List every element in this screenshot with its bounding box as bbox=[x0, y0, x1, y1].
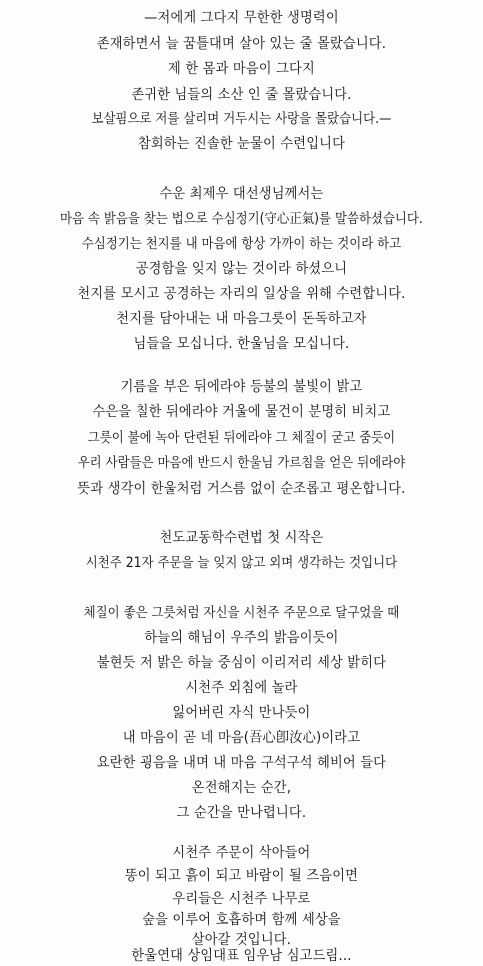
text-line: 숲을 이루어 호흡하며 함께 세상을 bbox=[142, 912, 341, 928]
text-line: 수심정기는 천지를 내 마음에 항상 가까이 하는 것이라 하고 bbox=[81, 236, 402, 252]
text-line: 마음 속 밝음을 찾는 법으로 수심정기(守心正氣)를 말씀하셨습니다. bbox=[60, 211, 423, 227]
signature-line: 한울연대 상임대표 임우남 심고드림... bbox=[131, 948, 352, 964]
text-line: 체질이 좋은 그릇처럼 자신을 시천주 주문으로 달구었을 때 bbox=[83, 605, 400, 621]
text-line: 시천주 외침에 놀라 bbox=[185, 680, 298, 696]
text-line: 님들을 모십니다. 한울님을 모십니다. bbox=[133, 336, 350, 352]
text-line: 내 마음이 곧 네 마음(吾心卽汝心)이라고 bbox=[122, 730, 361, 746]
text-line: 똥이 되고 흙이 되고 바람이 될 즈음이면 bbox=[124, 868, 359, 884]
text-line: 그릇이 불에 녹아 단련된 뒤에라야 그 체질이 굳고 줌듯이 bbox=[87, 430, 396, 446]
text-line: 보살핌으로 저를 살리며 거두시는 사랑을 몰랐습니다.— bbox=[91, 111, 392, 127]
text-line: 그 순간을 만나렵니다. bbox=[176, 805, 307, 821]
text-line: 공경함을 잊지 않는 것이라 하셨으니 bbox=[135, 261, 348, 277]
text-line: 존재하면서 늘 꿈틀대며 살아 있는 줄 몰랐습니다. bbox=[96, 36, 387, 52]
text-line: 시천주 21자 주문을 늘 잊지 않고 외며 생각하는 것입니다 bbox=[85, 555, 398, 571]
text-line: 뜻과 생각이 한울처럼 거스름 없이 순조롭고 평온합니다. bbox=[77, 481, 406, 497]
text-line: 천지를 담아내는 내 마음그릇이 돈독하고자 bbox=[116, 311, 367, 327]
text-line: 온전해지는 순간, bbox=[191, 780, 292, 796]
text-line: 잃어버린 자식 만나듯이 bbox=[172, 705, 311, 721]
text-line: 천지를 모시고 공경하는 자리의 일상을 위해 수련합니다. bbox=[77, 286, 406, 302]
text-line: 수은을 칠한 뒤에라야 거울에 물건이 분명히 비치고 bbox=[92, 404, 391, 420]
text-line: 존귀한 님들의 소산 인 줄 몰랐습니다. bbox=[131, 87, 352, 103]
text-line: 기름을 부은 뒤에라야 등불의 불빛이 밝고 bbox=[120, 379, 363, 395]
text-line: 하늘의 해님이 우주의 밝음이듯이 bbox=[144, 630, 339, 646]
text-line: —저에게 그다지 무한한 생명력이 bbox=[144, 10, 339, 26]
text-line: 참회하는 진솔한 눈물이 수련입니다 bbox=[137, 136, 346, 152]
text-line: 불현듯 저 밝은 하늘 중심이 이리저리 세상 밝히다 bbox=[96, 655, 387, 671]
text-line: 수운 최제우 대선생님께서는 bbox=[159, 186, 324, 202]
text-line: 우리 사람들은 마음에 반드시 한울님 가르침을 얻은 뒤에라야 bbox=[77, 455, 406, 471]
text-line: 시천주 주문이 삭아들어 bbox=[172, 845, 311, 861]
text-line: 제 한 몸과 마음이 그다지 bbox=[168, 61, 315, 77]
text-line: 살아갈 것입니다. bbox=[191, 932, 292, 948]
text-line: 천도교동학수련법 첫 시작은 bbox=[159, 530, 324, 546]
text-line: 요란한 굉음을 내며 내 마음 구석구석 헤비어 들다 bbox=[96, 755, 387, 771]
text-line: 우리들은 시천주 나무로 bbox=[172, 891, 311, 907]
